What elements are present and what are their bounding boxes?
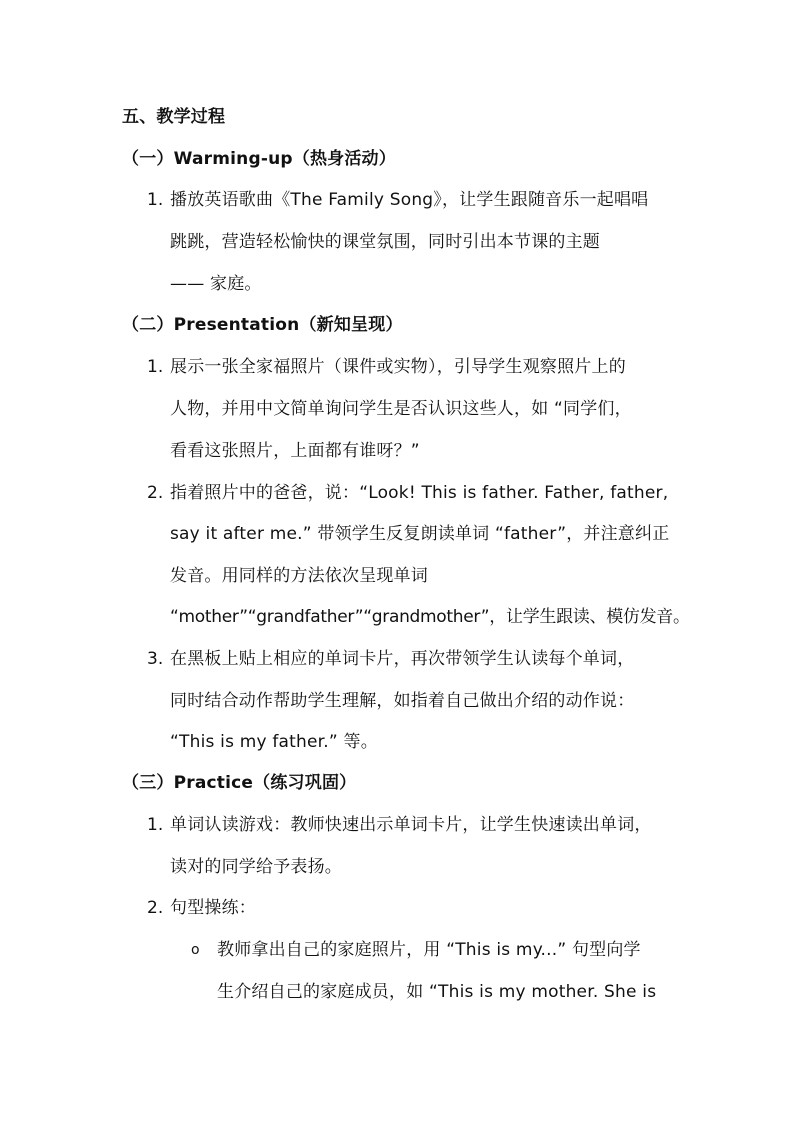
part2-item3-line2: 同时结合动作帮助学生理解，如指着自己做出介绍的动作说： [170,691,635,711]
part2-item3-line1: 在黑板上贴上相应的单词卡片，再次带领学生认读每个单词， [170,649,635,669]
part1-heading: （一）Warming-up（热身活动） [122,149,396,169]
part3-subitem-line1: 教师拿出自己的家庭照片，用 “This is my...” 句型向学 [217,940,641,960]
part3-item1-number: 1. [147,815,164,835]
part1-item1-line3: —— 家庭。 [170,274,262,294]
part1-item1-number: 1. [147,190,164,210]
part3-item2-line1: 句型操练： [170,898,256,918]
part1-item1-line1: 播放英语歌曲《The Family Song》，让学生跟随音乐一起唱唱 [170,190,649,210]
part2-item3-line3: “This is my father.” 等。 [170,732,378,752]
part2-item2-line1: 指着照片中的爸爸，说：“Look! This is father. Father, father, [170,483,669,503]
part2-heading: （二）Presentation（新知呈现） [122,315,403,335]
part2-item2-line3: 发音。用同样的方法依次呈现单词 [170,566,428,586]
part2-item1-line2: 人物，并用中文简单询问学生是否认识这些人，如 “同学们， [170,399,632,419]
part2-item3-number: 3. [147,649,164,669]
part3-item1-line1: 单词认读游戏：教师快速出示单词卡片，让学生快速读出单词， [170,815,652,835]
part3-heading: （三）Practice（练习巩固） [122,773,357,793]
part2-item2-number: 2. [147,483,164,503]
part2-item1-line3: 看看这张照片，上面都有谁呀？” [170,441,420,461]
section-title: 五、教学过程 [122,107,226,127]
part2-item2-line4: “mother”“grandfather”“grandmother”，让学生跟读、模仿发音。 [170,607,690,627]
part2-item1-line1: 展示一张全家福照片（课件或实物），引导学生观察照片上的 [170,357,626,377]
part2-item2-line2: say it after me.” 带领学生反复朗读单词 “father”，并注意纠正 [170,524,670,544]
part2-item1-number: 1. [147,357,164,377]
part3-subitem-line2: 生介绍自己的家庭成员，如 “This is my mother. She is [217,982,657,1002]
part3-item1-line2: 读对的同学给予表扬。 [170,857,342,877]
part1-item1-line2: 跳跳，营造轻松愉快的课堂氛围，同时引出本节课的主题 [170,232,600,252]
subitem-bullet-icon: o [191,942,200,958]
part3-item2-number: 2. [147,898,164,918]
